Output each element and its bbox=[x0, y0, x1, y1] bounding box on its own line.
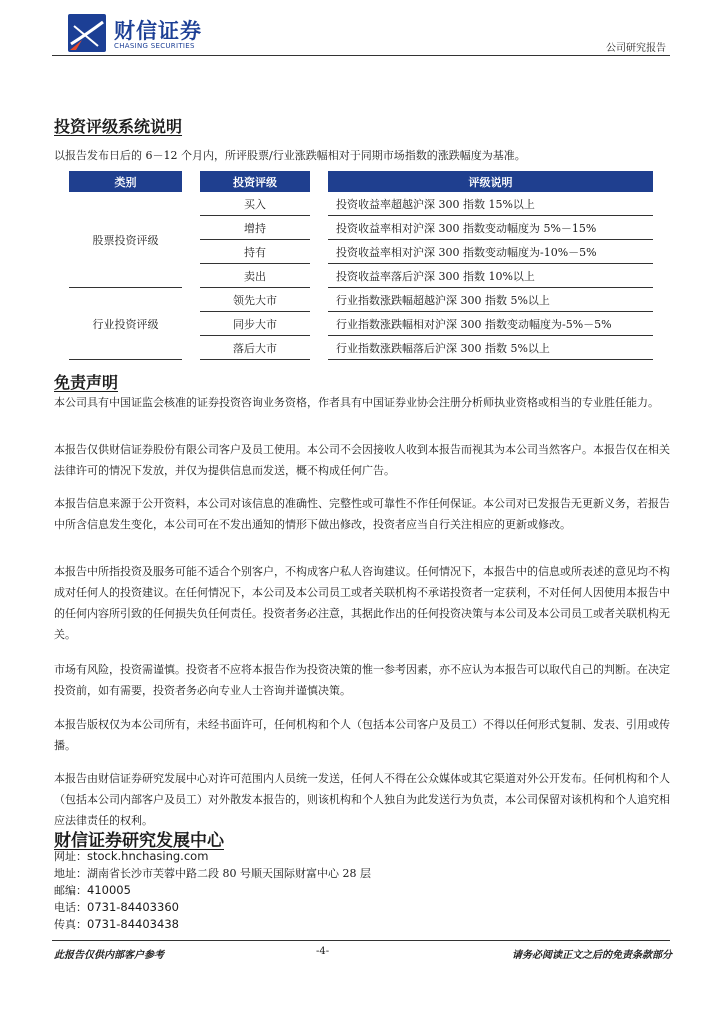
contact-postcode bbox=[54, 882, 131, 899]
research-center-title: 财信证券研究发展中心 bbox=[54, 831, 224, 851]
postcode-value: 410005 bbox=[87, 883, 131, 897]
fax-value: 0731-84403438 bbox=[87, 917, 179, 931]
rating-section-title: 投资评级系统说明 bbox=[54, 117, 183, 136]
rating-description: 行业指数涨跌幅相对沪深 300 指数变动幅度为-5%－5% bbox=[328, 312, 653, 336]
disclaimer-paragraph: 本公司具有中国证监会核准的证券投资咨询业务资格，作者具有中国证券业协会注册分析师执业资格或相当的专业胜任能力。 bbox=[54, 396, 659, 409]
address-value: 湖南省长沙市芙蓉中路二段 80 号顺天国际财富中心 28 层 bbox=[87, 867, 371, 880]
phone-value: 0731-84403360 bbox=[87, 900, 179, 914]
contact-address bbox=[54, 865, 371, 882]
contact-label: 网址： bbox=[54, 850, 87, 863]
logo-english-name: CHASING SECURITIES bbox=[114, 42, 195, 50]
rating-description: 投资收益率落后沪深 300 指数 10%以上 bbox=[328, 264, 653, 288]
table-row bbox=[69, 288, 653, 312]
header-description: 评级说明 bbox=[328, 171, 653, 192]
rating-level: 买入 bbox=[200, 192, 310, 216]
rating-level: 落后大市 bbox=[200, 336, 310, 360]
disclaimer-paragraph: 本报告仅供财信证券股份有限公司客户及员工使用。本公司不会因接收人收到本报告而视其为本公司当然客户。本报告仅在相关法律许可的情况下发放，并仅为提供信息而发送，概不构成任何广告。 bbox=[54, 443, 670, 477]
contact-website bbox=[54, 848, 208, 865]
rating-intro-text: 以报告发布日后的 6－12 个月内，所评股票/行业涨跌幅相对于同期市场指数的涨跌幅度为基准。 bbox=[54, 149, 526, 162]
rating-description: 投资收益率相对沪深 300 指数变动幅度为-10%－5% bbox=[328, 240, 653, 264]
rating-description: 投资收益率相对沪深 300 指数变动幅度为 5%－15% bbox=[328, 216, 653, 240]
header-rating: 投资评级 bbox=[200, 171, 310, 192]
logo-chinese-name: 财信证券 bbox=[114, 19, 202, 43]
contact-fax bbox=[54, 916, 179, 933]
footer-divider bbox=[52, 940, 670, 941]
rating-description: 投资收益率超越沪深 300 指数 15%以上 bbox=[328, 192, 653, 216]
company-logo bbox=[68, 14, 202, 54]
footer-note-right: 请务必阅读正文之后的免责条款部分 bbox=[512, 950, 672, 961]
chasing-logo-icon bbox=[68, 14, 106, 52]
contact-label: 传真： bbox=[54, 918, 87, 931]
rating-level: 增持 bbox=[200, 216, 310, 240]
website-link[interactable]: stock.hnchasing.com bbox=[87, 849, 209, 863]
footer-note-left: 此报告仅供内部客户参考 bbox=[54, 950, 164, 961]
category-industry-rating: 行业投资评级 bbox=[69, 288, 182, 360]
category-stock-rating: 股票投资评级 bbox=[69, 192, 182, 288]
rating-level: 持有 bbox=[200, 240, 310, 264]
disclaimer-title: 免责声明 bbox=[54, 373, 119, 392]
header-divider bbox=[52, 55, 670, 56]
contact-label: 地址： bbox=[54, 867, 87, 880]
page-number: -4- bbox=[316, 946, 330, 957]
disclaimer-paragraph: 本报告中所指投资及服务可能不适合个别客户，不构成客户私人咨询建议。任何情况下，本报告中的信息或所表述的意见均不构成对任何人的投资建议。在任何情况下，本公司及本公司员工或者关联机构不承诺投资者一定获利，不对任何人因使用本报告中的任何内容所引致的任何损失负任何责任。投资者务必注意，其据此作出的任何投资决策与本公司及本公司员工或者关联机构无关。 bbox=[54, 565, 670, 641]
contact-phone bbox=[54, 899, 179, 916]
contact-label: 电话： bbox=[54, 901, 87, 914]
disclaimer-paragraph: 市场有风险，投资需谨慎。投资者不应将本报告作为投资决策的惟一参考因素，亦不应认为本报告可以取代自己的判断。在决定投资前，如有需要，投资者务必向专业人士咨询并谨慎决策。 bbox=[54, 663, 670, 697]
rating-level: 卖出 bbox=[200, 264, 310, 288]
header-category: 类别 bbox=[69, 171, 182, 192]
rating-level: 同步大市 bbox=[200, 312, 310, 336]
table-row bbox=[69, 192, 653, 216]
rating-description: 行业指数涨跌幅落后沪深 300 指数 5%以上 bbox=[328, 336, 653, 360]
rating-table bbox=[69, 171, 653, 360]
rating-description: 行业指数涨跌幅超越沪深 300 指数 5%以上 bbox=[328, 288, 653, 312]
contact-label: 邮编： bbox=[54, 884, 87, 897]
report-type-label: 公司研究报告 bbox=[606, 43, 666, 54]
disclaimer-paragraph: 本报告信息来源于公开资料，本公司对该信息的准确性、完整性或可靠性不作任何保证。本公司对已发报告无更新义务，若报告中所含信息发生变化，本公司可在不发出通知的情形下做出修改，投资者应当自行关注相应的更新或修改。 bbox=[54, 497, 670, 531]
rating-level: 领先大市 bbox=[200, 288, 310, 312]
disclaimer-paragraph: 本报告版权仅为本公司所有，未经书面许可，任何机构和个人（包括本公司客户及员工）不得以任何形式复制、发表、引用或传播。 bbox=[54, 718, 670, 752]
disclaimer-paragraph: 本报告由财信证券研究发展中心对许可范围内人员统一发送，任何人不得在公众媒体或其它渠道对外公开发布。任何机构和个人（包括本公司内部客户及员工）对外散发本报告的，则该机构和个人独自为此发送行为负责，本公司保留对该机构和个人追究相应法律责任的权利。 bbox=[54, 772, 670, 827]
